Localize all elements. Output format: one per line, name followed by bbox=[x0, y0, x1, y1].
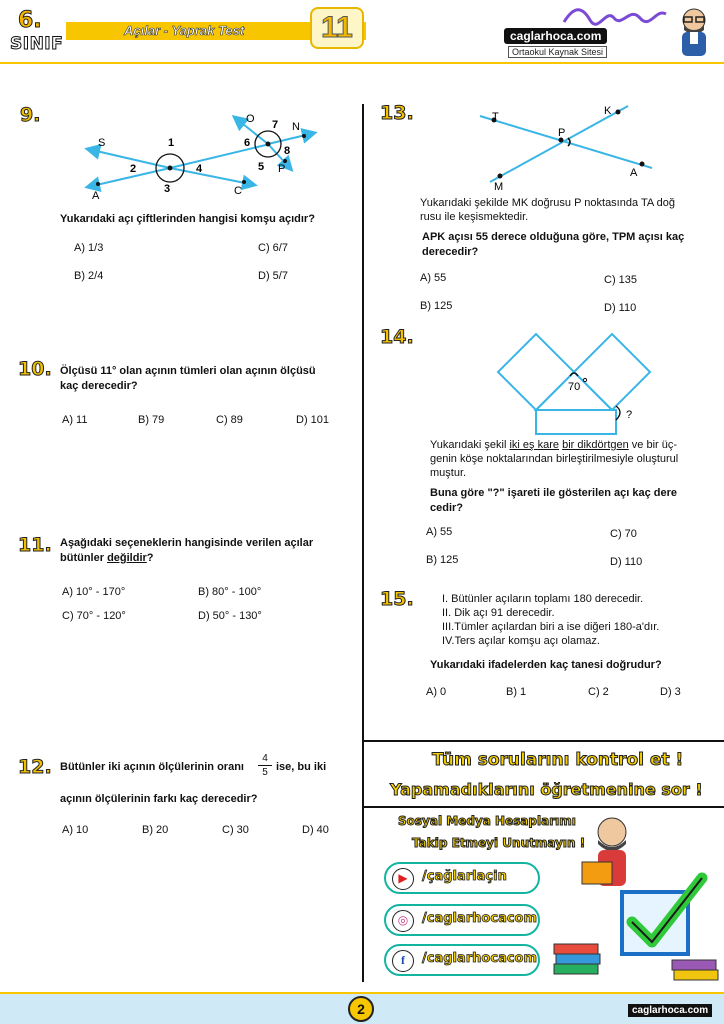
label-2: 2 bbox=[130, 163, 137, 175]
question-9-text: Yukarıdaki açı çiftlerinden hangisi komşu açıdır? bbox=[60, 213, 315, 225]
q15-statement-3: III.Tümler açılardan biri a ise diğeri 180-a'dır. bbox=[442, 621, 660, 633]
q14-option-d[interactable]: D) 110 bbox=[610, 556, 643, 568]
grade-number: 6. bbox=[18, 8, 42, 33]
q14-line2: genin köşe noktalarından birleştirilmesiyle oluşturul bbox=[430, 453, 679, 465]
fraction-4-5 bbox=[258, 752, 272, 779]
right-square bbox=[574, 334, 650, 410]
youtube-handle: /çağlarlaçin bbox=[422, 869, 507, 884]
label-8: 8 bbox=[284, 145, 291, 157]
q11-line2-underlined: değildir bbox=[107, 552, 147, 564]
unknown-angle-label: ? bbox=[626, 409, 633, 421]
test-number: 11 bbox=[310, 7, 364, 49]
teacher-reading-illustration-icon bbox=[552, 814, 722, 986]
line-ta bbox=[480, 116, 652, 168]
question-14-number: 14. bbox=[380, 326, 414, 348]
question-13-text bbox=[420, 196, 720, 224]
grade-word: SINIF bbox=[10, 34, 64, 54]
q9-option-a[interactable]: A) 1/3 bbox=[74, 242, 104, 254]
facebook-handle: /caglarhocacom bbox=[422, 951, 538, 966]
q13-bold-line2: derecedir? bbox=[422, 246, 479, 258]
label-p13: P bbox=[558, 127, 566, 139]
youtube-link[interactable] bbox=[384, 862, 540, 894]
q11-line2-a: bütünler bbox=[60, 552, 108, 564]
question-14-question bbox=[430, 486, 722, 516]
question-15-statements bbox=[442, 592, 722, 648]
q13-option-c[interactable]: C) 135 bbox=[604, 274, 638, 286]
q10-option-c[interactable]: C) 89 bbox=[216, 414, 243, 426]
label-7: 7 bbox=[272, 119, 279, 131]
question-12-number: 12. bbox=[18, 756, 52, 778]
test-title: Açılar - Yaprak Test bbox=[124, 23, 245, 38]
q11-line1: Aşağıdaki seçeneklerin hangisinde verilen açılar bbox=[60, 537, 314, 549]
footer-site-link[interactable]: caglarhoca.com bbox=[628, 1004, 712, 1017]
question-13-figure bbox=[470, 100, 670, 192]
angle-70-label: 70 bbox=[568, 381, 581, 393]
q14-option-a[interactable]: A) 55 bbox=[426, 526, 453, 538]
q15-option-c[interactable]: C) 2 bbox=[588, 686, 609, 698]
q14-bold-line1: Buna göre "?" işareti ile gösterilen açı kaç dere bbox=[430, 487, 678, 499]
label-n: N bbox=[292, 121, 300, 133]
q13-option-d[interactable]: D) 110 bbox=[604, 302, 637, 314]
q14-bold-line2: cedir? bbox=[430, 502, 464, 514]
label-s: S bbox=[98, 137, 106, 149]
q10-option-a[interactable]: A) 11 bbox=[62, 414, 88, 426]
facebook-link[interactable] bbox=[384, 944, 540, 976]
facebook-icon: f bbox=[392, 950, 414, 972]
label-k: K bbox=[604, 105, 612, 117]
q12-option-c[interactable]: C) 30 bbox=[222, 824, 249, 836]
page-number: 2 bbox=[348, 996, 374, 1022]
fraction-denominator: 5 bbox=[258, 765, 272, 779]
q11-line2-c: ? bbox=[146, 552, 154, 564]
label-o: O bbox=[246, 113, 255, 125]
fraction-numerator: 4 bbox=[262, 753, 268, 764]
brand-prefix: caglar bbox=[510, 29, 546, 43]
social-title: Sosyal Medya Hesaplarımı bbox=[398, 814, 576, 828]
q13-line1: Yukarıdaki şekilde MK doğrusu P noktasında TA doğ bbox=[420, 197, 675, 209]
question-12-text-b: ise, bu iki bbox=[276, 761, 327, 773]
brand-subtitle: Ortaokul Kaynak Sitesi bbox=[508, 46, 607, 58]
q11-option-c[interactable]: C) 70° - 120° bbox=[62, 610, 126, 622]
promo-line-1: Tüm sorularını kontrol et ! bbox=[432, 750, 684, 770]
social-subtitle: Takip Etmeyi Unutmayın ! bbox=[412, 836, 586, 850]
column-divider bbox=[362, 104, 364, 982]
question-14-figure bbox=[492, 330, 662, 436]
question-12-text-a: Bütünler iki açının ölçülerinin oranı bbox=[60, 761, 244, 773]
squiggle-decoration bbox=[560, 4, 670, 30]
q15-statement-1: I. Bütünler açıların toplamı 180 derecedir. bbox=[442, 593, 644, 605]
q11-line2 bbox=[60, 551, 350, 566]
q11-option-b[interactable]: B) 80° - 100° bbox=[198, 586, 262, 598]
label-5: 5 bbox=[258, 161, 265, 173]
instagram-handle: /caglarhocacom bbox=[422, 911, 538, 926]
q15-statement-2: II. Dik açı 91 derecedir. bbox=[442, 607, 555, 619]
question-12-text-line2: açının ölçülerinin farkı kaç derecedir? bbox=[60, 793, 258, 805]
label-3: 3 bbox=[164, 183, 171, 195]
rectangle bbox=[536, 410, 616, 434]
left-square bbox=[498, 334, 574, 410]
question-10-text bbox=[60, 364, 350, 394]
q9-option-c[interactable]: C) 6/7 bbox=[258, 242, 288, 254]
q14-rectangle-text: bir dikdörtgen bbox=[562, 439, 629, 451]
question-11-number: 11. bbox=[18, 534, 52, 556]
question-15-number: 15. bbox=[380, 588, 414, 610]
instagram-icon: ◎ bbox=[392, 910, 414, 932]
q15-statement-4: IV.Ters açılar komşu açı olamaz. bbox=[442, 635, 600, 647]
label-m: M bbox=[494, 181, 504, 192]
label-c: C bbox=[234, 185, 242, 197]
q10-option-b[interactable]: B) 79 bbox=[138, 414, 165, 426]
question-15-question: Yukarıdaki ifadelerden kaç tanesi doğrudur? bbox=[430, 659, 662, 671]
q13-option-a[interactable]: A) 55 bbox=[420, 272, 447, 284]
q15-option-b[interactable]: B) 1 bbox=[506, 686, 527, 698]
promo-line-2: Yapamadıklarını öğretmenine sor ! bbox=[390, 780, 703, 799]
q11-option-a[interactable]: A) 10° - 170° bbox=[62, 586, 126, 598]
question-13-number: 13. bbox=[380, 102, 414, 124]
q14-option-c[interactable]: C) 70 bbox=[610, 528, 637, 540]
teacher-avatar-icon bbox=[672, 4, 716, 58]
label-6: 6 bbox=[244, 137, 251, 149]
promo-divider-mid bbox=[363, 806, 724, 808]
q10-line2: kaç derecedir? bbox=[60, 380, 138, 392]
q14-option-b[interactable]: B) 125 bbox=[426, 554, 459, 566]
line-mk bbox=[490, 106, 628, 182]
question-11-text bbox=[60, 536, 350, 566]
header-underline bbox=[0, 62, 724, 64]
question-13-question bbox=[422, 230, 722, 260]
label-a: A bbox=[92, 190, 100, 200]
label-4: 4 bbox=[196, 163, 203, 175]
label-p: P bbox=[278, 163, 286, 175]
q14-line1-a: Yukarıdaki şekil bbox=[430, 439, 510, 451]
grade-badge bbox=[8, 6, 66, 58]
q9-option-d[interactable]: D) 5/7 bbox=[258, 270, 288, 282]
q14-line3: muştur. bbox=[430, 467, 467, 479]
q14-line1 bbox=[430, 438, 720, 452]
q14-line1-e: ve bir üç- bbox=[628, 439, 678, 451]
question-10-number: 10. bbox=[18, 358, 52, 380]
instagram-link[interactable] bbox=[384, 904, 540, 936]
q15-option-d[interactable]: D) 3 bbox=[660, 686, 681, 698]
page-header bbox=[0, 0, 724, 64]
question-9-figure bbox=[78, 108, 338, 200]
q13-option-b[interactable]: B) 125 bbox=[420, 300, 453, 312]
q12-option-d[interactable]: D) 40 bbox=[302, 824, 329, 836]
q15-option-a[interactable]: A) 0 bbox=[426, 686, 447, 698]
brand-suffix: hoca.com bbox=[545, 29, 602, 43]
question-14-text bbox=[430, 438, 720, 480]
q10-line1: Ölçüsü 11° olan açının tümleri olan açının ölçüsü bbox=[60, 365, 316, 377]
q11-option-d[interactable]: D) 50° - 130° bbox=[198, 610, 262, 622]
q10-option-d[interactable]: D) 101 bbox=[296, 414, 330, 426]
question-9-number: 9. bbox=[20, 104, 41, 126]
label-a13: A bbox=[630, 167, 638, 179]
promo-divider-top bbox=[363, 740, 724, 742]
label-t: T bbox=[492, 111, 499, 123]
q13-line2: rusu ile keşismektedir. bbox=[420, 211, 529, 223]
brand-logo[interactable] bbox=[504, 28, 607, 44]
youtube-icon: ▶ bbox=[392, 868, 414, 890]
q13-bold-line1: APK açısı 55 derece olduğuna göre, TPM açısı kaç bbox=[422, 231, 685, 243]
q12-option-a[interactable]: A) 10 bbox=[62, 824, 89, 836]
q14-two-squares: iki eş kare bbox=[509, 439, 560, 451]
q9-option-b[interactable]: B) 2/4 bbox=[74, 270, 104, 282]
q12-option-b[interactable]: B) 20 bbox=[142, 824, 169, 836]
label-1: 1 bbox=[168, 137, 175, 149]
